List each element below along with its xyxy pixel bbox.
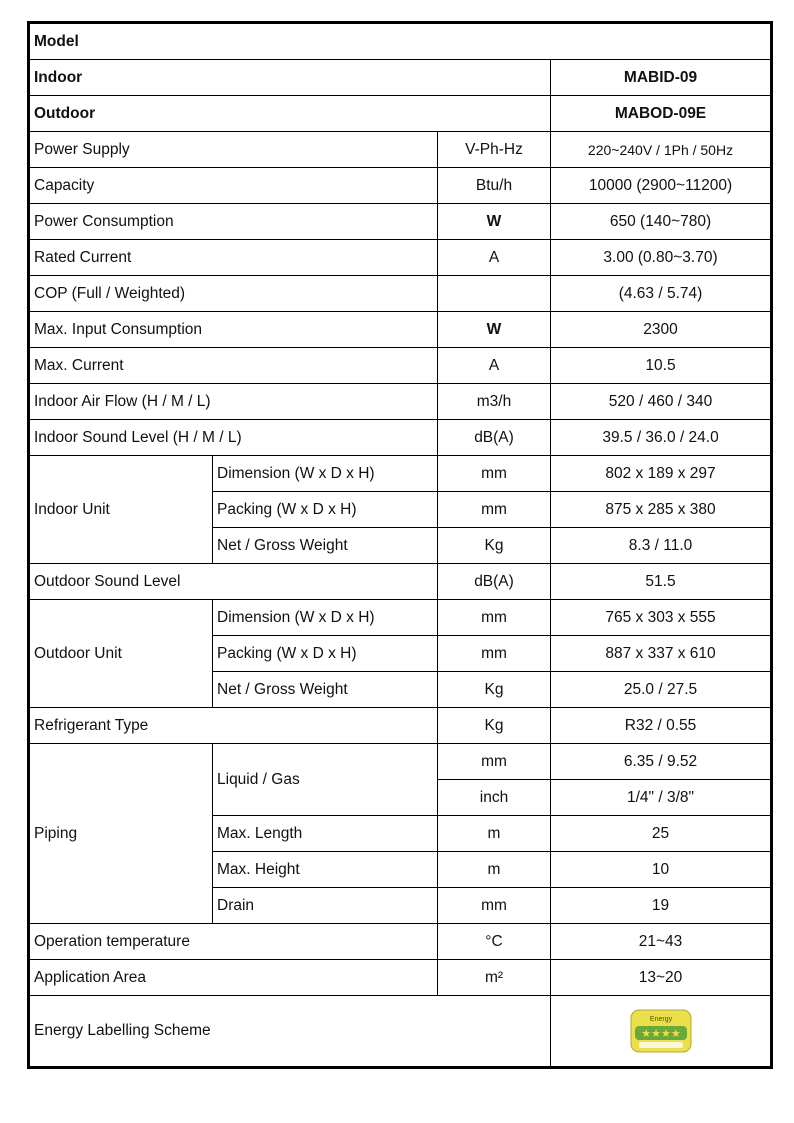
outdoor-sound-label: Outdoor Sound Level (29, 564, 438, 600)
outdoor-packing-unit: mm (438, 636, 551, 672)
indoor-weight-unit: Kg (438, 528, 551, 564)
indoor-packing-value: 875 x 285 x 380 (551, 492, 772, 528)
row-max-input (29, 312, 772, 348)
max-length-unit: m (438, 816, 551, 852)
indoor-packing-label: Packing (W x D x H) (213, 492, 438, 528)
row-outdoor-dimension (29, 600, 772, 636)
indoor-dimension-unit: mm (438, 456, 551, 492)
outdoor-packing-label: Packing (W x D x H) (213, 636, 438, 672)
indoor-air-flow-unit: m3/h (438, 384, 551, 420)
indoor-model-value: MABID-09 (551, 60, 772, 96)
indoor-dimension-label: Dimension (W x D x H) (213, 456, 438, 492)
row-outdoor-sound (29, 564, 772, 600)
outdoor-label: Outdoor (29, 96, 551, 132)
refrigerant-value: R32 / 0.55 (551, 708, 772, 744)
operation-temp-label: Operation temperature (29, 924, 438, 960)
max-length-label: Max. Length (213, 816, 438, 852)
operation-temp-unit: °C (438, 924, 551, 960)
liquid-gas-value-mm: 6.35 / 9.52 (551, 744, 772, 780)
indoor-sound-label: Indoor Sound Level (H / M / L) (29, 420, 438, 456)
refrigerant-unit: Kg (438, 708, 551, 744)
row-energy-label (29, 996, 772, 1068)
max-current-label: Max. Current (29, 348, 438, 384)
max-input-unit: W (438, 312, 551, 348)
row-refrigerant (29, 708, 772, 744)
indoor-dimension-value: 802 x 189 x 297 (551, 456, 772, 492)
row-max-current (29, 348, 772, 384)
capacity-unit: Btu/h (438, 168, 551, 204)
power-consumption-unit: W (438, 204, 551, 240)
drain-unit: mm (438, 888, 551, 924)
row-power-supply (29, 132, 772, 168)
row-rated-current (29, 240, 772, 276)
power-supply-unit: V-Ph-Hz (438, 132, 551, 168)
indoor-label: Indoor (29, 60, 551, 96)
indoor-sound-unit: dB(A) (438, 420, 551, 456)
capacity-value: 10000 (2900~11200) (551, 168, 772, 204)
outdoor-packing-value: 887 x 337 x 610 (551, 636, 772, 672)
indoor-air-flow-value: 520 / 460 / 340 (551, 384, 772, 420)
power-supply-label: Power Supply (29, 132, 438, 168)
outdoor-sound-unit: dB(A) (438, 564, 551, 600)
cop-unit (438, 276, 551, 312)
indoor-unit-label: Indoor Unit (29, 456, 213, 564)
row-model (29, 23, 772, 60)
max-length-value: 25 (551, 816, 772, 852)
outdoor-weight-label: Net / Gross Weight (213, 672, 438, 708)
rated-current-value: 3.00 (0.80~3.70) (551, 240, 772, 276)
application-area-value: 13~20 (551, 960, 772, 996)
max-height-value: 10 (551, 852, 772, 888)
rated-current-unit: A (438, 240, 551, 276)
capacity-label: Capacity (29, 168, 438, 204)
row-capacity (29, 168, 772, 204)
energy-label-icon (629, 1008, 693, 1054)
row-indoor-air-flow (29, 384, 772, 420)
liquid-gas-value-inch: 1/4" / 3/8" (551, 780, 772, 816)
application-area-unit: m² (438, 960, 551, 996)
outdoor-weight-unit: Kg (438, 672, 551, 708)
row-outdoor (29, 96, 772, 132)
row-cop (29, 276, 772, 312)
outdoor-dimension-unit: mm (438, 600, 551, 636)
max-height-unit: m (438, 852, 551, 888)
energy-label-cell (551, 996, 772, 1068)
rated-current-label: Rated Current (29, 240, 438, 276)
indoor-weight-value: 8.3 / 11.0 (551, 528, 772, 564)
drain-label: Drain (213, 888, 438, 924)
row-application-area (29, 960, 772, 996)
power-consumption-label: Power Consumption (29, 204, 438, 240)
row-indoor (29, 60, 772, 96)
liquid-gas-label: Liquid / Gas (213, 744, 438, 816)
power-supply-value: 220~240V / 1Ph / 50Hz (551, 132, 772, 168)
indoor-sound-value: 39.5 / 36.0 / 24.0 (551, 420, 772, 456)
operation-temp-value: 21~43 (551, 924, 772, 960)
outdoor-model-value: MABOD-09E (551, 96, 772, 132)
energy-label-label: Energy Labelling Scheme (29, 996, 551, 1068)
max-input-value: 2300 (551, 312, 772, 348)
cop-value: (4.63 / 5.74) (551, 276, 772, 312)
outdoor-weight-value: 25.0 / 27.5 (551, 672, 772, 708)
row-power-consumption (29, 204, 772, 240)
row-piping-liquid-mm (29, 744, 772, 780)
max-height-label: Max. Height (213, 852, 438, 888)
model-header: Model (29, 23, 772, 60)
indoor-weight-label: Net / Gross Weight (213, 528, 438, 564)
refrigerant-label: Refrigerant Type (29, 708, 438, 744)
liquid-gas-unit-mm: mm (438, 744, 551, 780)
outdoor-sound-value: 51.5 (551, 564, 772, 600)
cop-label: COP (Full / Weighted) (29, 276, 438, 312)
energy-label-badge-text: Energy (649, 1016, 672, 1023)
application-area-label: Application Area (29, 960, 438, 996)
outdoor-dimension-value: 765 x 303 x 555 (551, 600, 772, 636)
row-indoor-dimension (29, 456, 772, 492)
liquid-gas-unit-inch: inch (438, 780, 551, 816)
drain-value: 19 (551, 888, 772, 924)
max-current-unit: A (438, 348, 551, 384)
max-current-value: 10.5 (551, 348, 772, 384)
outdoor-unit-label: Outdoor Unit (29, 600, 213, 708)
row-operation-temp (29, 924, 772, 960)
svg-text:★★★★: ★★★★ (640, 1027, 681, 1040)
piping-label: Piping (29, 744, 213, 924)
outdoor-dimension-label: Dimension (W x D x H) (213, 600, 438, 636)
row-indoor-sound (29, 420, 772, 456)
indoor-air-flow-label: Indoor Air Flow (H / M / L) (29, 384, 438, 420)
spec-table (27, 21, 773, 1069)
indoor-packing-unit: mm (438, 492, 551, 528)
power-consumption-value: 650 (140~780) (551, 204, 772, 240)
max-input-label: Max. Input Consumption (29, 312, 438, 348)
